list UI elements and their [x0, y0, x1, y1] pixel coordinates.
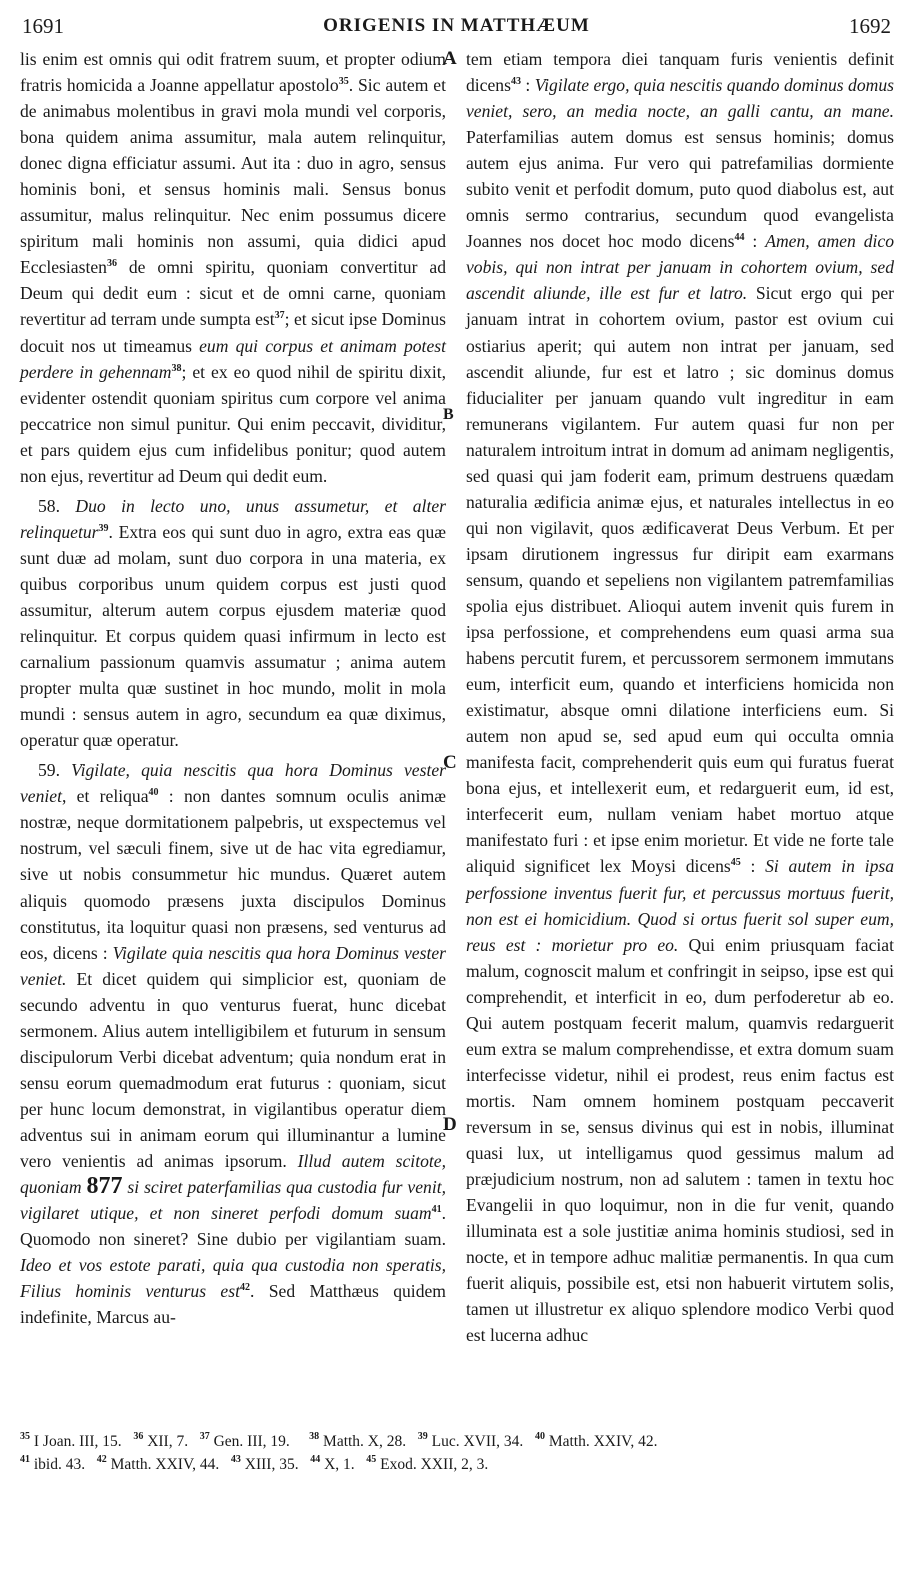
footnote: [535, 1433, 658, 1450]
footnote-reference: I Joan. III, 15.: [33, 1433, 122, 1450]
footnote-ref-41: 41: [431, 1204, 442, 1216]
text-run: . Sed Matthæus quidem indefinite, Marcus au-: [20, 1281, 446, 1328]
scripture-quote: Duo in lecto uno, unus assumetur, et alter relinquetur: [20, 495, 446, 542]
footnote-reference: Matth. X, 28.: [323, 1433, 407, 1450]
footnote-number: 38: [309, 1431, 320, 1442]
text-run: : non dantes somnum oculis animæ nostræ, neque dormitationem palpebris, ut exspectemus vel nostrum, vel sæculi finem, sive ut de hac vita egrediamur, sive ut nobis consummetur hic mundus. Quæret autem aliquis quomodo præsens juxta discipulos Dominus constitutus, ita loquitur quasi non præsens, sed venturus ad eos, dicens :: [20, 786, 446, 963]
footnote: [133, 1433, 188, 1450]
footnote-number: 42: [96, 1454, 107, 1465]
footnote: [20, 1433, 122, 1450]
text-run: ; et ex eo quod nihil de spiritu dixit, evidenter ostendit quoniam spiritus cum corpore vel anima peccatrice non simul punitur. Qui enim peccavit, dividitur, et pars quidem ejus cum infidelibus ponitur; quod autem non ejus, revertitur ad Deum qui dedit eum.: [20, 361, 447, 486]
running-header: [20, 14, 893, 44]
footnote-number: 37: [199, 1431, 210, 1442]
margin-marker-c: C: [443, 752, 457, 773]
footnote-reference: Exod. XXII, 2, 3.: [380, 1456, 489, 1473]
footnote: [310, 1456, 354, 1473]
scripture-quote: Ideo et vos estote parati, quia qua custodia non speratis, Filius hominis venturus est: [20, 1255, 446, 1302]
footnote-ref-39: 39: [98, 522, 109, 534]
scripture-quote: eum qui corpus et animam potest perdere in gehennam: [20, 335, 446, 382]
scripture-quote: Amen, amen dico vobis, qui non intrat per januam in cohortem ovium, sed ascendit aliunde, ille est fur et latro.: [466, 231, 894, 304]
footnote: [366, 1456, 488, 1473]
footnote-reference: Luc. XVII, 34.: [431, 1433, 524, 1450]
footnote-ref-38: 38: [171, 362, 182, 374]
text-run: Qui enim priusquam faciat malum, cognoscit malum et confringit in seipso, ipse est qui comprehendit, et interficit in eo, dum perfoderetur ab eo. Qui autem postquam fecerit malum, quamvis redarguerit eum extra se malum comprehendisse, et extra domum suam interfecisse videtur, nihil ei prodest, reus enim factus est mortis. Nam omnem hominem postquam peccaverit reversum in se, sensus divinus qui est in nobis, illuminat quasi lux, ut intelligamus quod gessimus malum ad præjudicium nostrum, non ad salutem : tamen in textu hoc Evangelii in quo loquimur, non in die fur venit, quando illuminata est a sole justitiæ anima hominis studiosi, sed in nocte, et in tempore adhuc malitiæ permanentis. In qua cum fuerit aliquis, possibile est, etsi non habuerit virtutem solis, tamen ut illustretur ex aliquo splendore modico Verbi quod est lucerna adhuc: [466, 934, 894, 1346]
footnote-reference: Gen. III, 19.: [213, 1433, 290, 1450]
footnote-ref-43: 43: [510, 76, 521, 88]
margin-marker-a: A: [443, 48, 457, 69]
scripture-quote: Vigilate, quia nescitis qua hora Dominus vester veniet: [20, 760, 446, 807]
text-run: , et reliqua: [62, 786, 149, 807]
footnotes: [20, 1430, 893, 1476]
footnote-line-2: [20, 1453, 893, 1476]
text-run: Paterfamilias autem domus est sensus hominis; domus autem ejus anima. Fur vero qui patrefamilias dormiente subito venit et perfodit domum, puto quod diabolus est, aut omnis sermo contrarius, secundum quod evangelista Joannes nos docet hoc modo dicens: [466, 127, 894, 252]
scripture-quote: Illud autem scitote, quoniam: [20, 1150, 446, 1198]
section-number: 59.: [38, 760, 60, 781]
footnote: [309, 1433, 406, 1450]
footnote-reference: Matth. XXIV, 42.: [548, 1433, 658, 1450]
margin-marker-d: D: [443, 1114, 457, 1135]
footnote-number: 44: [310, 1454, 321, 1465]
paragraph-59: [20, 757, 446, 1330]
scripture-quote: Vigilate ergo, quia nescitis quando dominus domus veniet, sero, an media nocte, an galli cantu, an mane.: [466, 75, 895, 122]
page-number-right: 1692: [849, 14, 891, 38]
text-run: :: [744, 231, 766, 252]
footnote: [20, 1456, 85, 1473]
footnote-number: 36: [133, 1431, 144, 1442]
paragraph-continued: [20, 46, 446, 489]
text-run: :: [520, 75, 535, 96]
scripture-quote: si sciret paterfamilias qua custodia fur venit, vigilaret utique, et non sineret perfodi domum suam: [20, 1177, 447, 1224]
text-run: . Quomodo non sineret? Sine dubio per vigilantiam suam.: [20, 1203, 446, 1250]
footnote-number: 45: [366, 1454, 377, 1465]
footnote: [231, 1456, 299, 1473]
footnote-reference: Matth. XXIV, 44.: [110, 1456, 220, 1473]
running-title: ORIGENIS IN MATTHÆUM: [323, 15, 590, 36]
text-run: tem etiam tempora diei tanquam furis venientis definit dicens: [466, 49, 894, 96]
footnote-reference: XIII, 35.: [244, 1456, 299, 1473]
left-column: [20, 46, 446, 1330]
footnote-ref-44: 44: [734, 232, 745, 244]
text-run: . Extra eos qui sunt duo in agro, extra eas quæ sunt duæ ad molam, sunt duo corpora in una materia, ex quibus corporibus unum quidem corpus est justi quod assumitur, alterum autem corpus ejusdem materiæ quod relinquitur. Et corpus quidem quasi infirmum in lecto est carnalium passionum quamvis assumatur ; anima autem propter multa quæ sustinet in hoc mundo, molit in mola mundi : sensus autem in agro, secundum ea quæ diximus, operatur quæ operatur.: [20, 521, 446, 751]
footnote-ref-35: 35: [338, 76, 349, 88]
text-run: Et dicet quidem qui simplicior est, quoniam de secundo adventu in quo venturus fuerat, hunc dicebat sermonem. Alius autem intelligibilem et futurum in sensum discipulorum Verbi dicebat adventum; quia nondum erat in sensu eorum quemadmodum erat futurus : quoniam, sicut per hunc locum demonstrat, in vigilantibus operatur diem adventus sui in animam eorum qui illuminantur a lumine vero venientis ad animas ipsorum.: [20, 968, 446, 1171]
footnote-number: 41: [20, 1454, 30, 1465]
footnote-ref-37: 37: [274, 310, 285, 322]
text-run: :: [740, 856, 766, 877]
footnote-ref-45: 45: [730, 857, 741, 869]
footnote-number: 35: [20, 1431, 30, 1442]
scripture-quote: Si autem in ipsa perfossione inventus fuerit fur, et percussus mortuus fuerit, non est ei homicidium. Quod si ortus fuerit sol super eum, reus est : morietur pro eo.: [466, 856, 895, 955]
footnote-reference: X, 1.: [324, 1456, 355, 1473]
footnote-ref-42: 42: [239, 1282, 250, 1294]
paragraph-58: [20, 493, 446, 753]
paragraph-continued: [466, 46, 894, 1348]
footnote-reference: XII, 7.: [147, 1433, 189, 1450]
footnote-line-1: [20, 1430, 893, 1453]
footnote: [418, 1433, 524, 1450]
original-page-reference: 877: [86, 1173, 123, 1200]
text-run: de omni spiritu, quoniam convertitur ad Deum qui dedit eum : sicut et de omni carne, quoniam revertitur ad terram unde sumpta est: [20, 257, 446, 330]
footnote-number: 39: [417, 1431, 428, 1442]
page-number-left: 1691: [22, 14, 64, 38]
margin-marker-b: B: [443, 406, 454, 423]
footnote: [97, 1456, 220, 1473]
section-number: 58.: [38, 495, 60, 516]
right-column: [466, 46, 894, 1348]
text-run: Sicut ergo qui per januam intrat in cohortem ovium, pastor est ovium cui ostiarius aperit; qui autem non intrat per januam, sed ascendit aliunde, fur est et latro ; sic dominus domus fiducialiter per januam quando vult ingreditur in eam remunerans vigilantem. Fur autem quasi fur non per naturalem introitum intrat in domum ad animam negligentis, sed quasi qui jam foderit eam, primum destruens quædam naturalia ædificia animæ ejus, et naturales intellectus in eo qui non vigilavit, quos ædificaverat Deus Verbum. Et per ipsam dirutionem ingressus fur diripit eam exarmans sensum, quando et sepeliens non vigilantem patremfamilias spolia ejus distribuet. Alioqui autem invenit quis furem in ipsa perfossione, et comprehendens eum quasi arma sua habens percutit furem, et percussorem sermonem immutans eum, interficit eum, quando et interficiens homicida non existimatur, absque omni dilatione interficiens eum. Si autem non apud se, sed apud eum qui occulta omnia manifesta facit, comprehenderit quis eum qui furatus fuerat bona ejus, et intellexerit eum, et redarguerit eum, id est, interfecerit eum, nullam veniam habet mortuo atque manifestato furi : et ipse enim morietur. Et vide ne forte tale aliquid significet lex Moysi dicens: [466, 283, 894, 877]
footnote-reference: ibid. 43.: [33, 1456, 86, 1473]
footnote-number: 43: [230, 1454, 241, 1465]
text-run: . Sic autem et de animabus molentibus in gravi mola mundi vel corporis, bona quidem anima assumitur, mala autem relinquitur, donec digna efficiatur assumi. Aut ita : duo in agro, sensus hominis boni, et sensus hominis mali. Sensus bonus assumitur, malus relinquitur. Nec enim possumus dicere spiritum mali hominis non assumi, quia didici apud Ecclesiasten: [20, 75, 446, 278]
footnote-ref-40: 40: [148, 787, 159, 799]
footnote: [200, 1433, 290, 1450]
text-run: ; et sicut ipse Dominus docuit nos ut timeamus: [20, 309, 446, 356]
footnote-number: 40: [534, 1431, 545, 1442]
footnote-ref-36: 36: [106, 258, 117, 270]
scripture-quote: Vigilate quia nescitis qua hora Dominus vester veniet.: [20, 942, 447, 989]
text-run: lis enim est omnis qui odit fratrem suum, et propter odium fratris homicida a Joanne appellatur apostolo: [20, 49, 446, 96]
